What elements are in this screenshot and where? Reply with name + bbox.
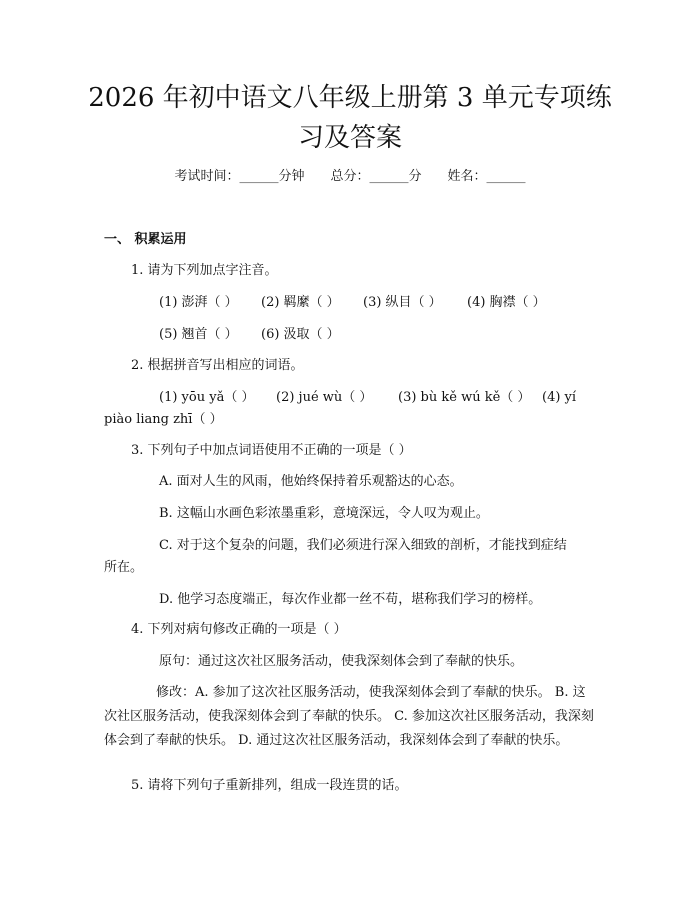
q1-item-6: (6) 汲取（ ） [261, 327, 340, 342]
question-2-stem: 2. 根据拼音写出相应的词语。 [131, 358, 304, 373]
q2-item-4-cont: piào liang zhī（ ） [104, 412, 223, 427]
q4-revision-options [104, 681, 598, 753]
q1-item-2: (2) 羁縻（ ） [261, 295, 340, 310]
exam-meta [0, 168, 700, 186]
question-1-stem: 1. 请为下列加点字注音。 [131, 263, 278, 278]
q2-item-2: (2) jué wù（ ） [276, 390, 373, 405]
q3-option-a: A. 面对人生的风雨，他始终保持着乐观豁达的心态。 [159, 474, 463, 489]
q1-item-1: (1) 澎湃（ ） [159, 295, 238, 310]
title-line-1: 2026 年初中语文八年级上册第 3 单元专项练 [88, 83, 612, 113]
q3-option-c: C. 对于这个复杂的问题，我们必须进行深入细致的剖析，才能找到症结 [159, 538, 567, 553]
document-title [80, 78, 620, 158]
q3-option-d: D. 他学习态度端正，每次作业都一丝不苟，堪称我们学习的榜样。 [159, 592, 542, 607]
q3-option-b: B. 这幅山水画色彩浓墨重彩，意境深远，令人叹为观止。 [159, 506, 489, 521]
q1-item-5: (5) 翘首（ ） [159, 327, 238, 342]
question-4-stem: 4. 下列对病句修改正确的一项是（ ） [131, 622, 347, 637]
exam-score: 总分：______分 [330, 169, 422, 184]
q4-original-sentence: 原句：通过这次社区服务活动，使我深刻体会到了奉献的快乐。 [159, 654, 524, 669]
q1-item-4: (4) 胸襟（ ） [467, 295, 546, 310]
q2-item-3: (3) bù kě wú kě（ ） [398, 390, 531, 405]
student-name: 姓名：______ [447, 169, 526, 184]
q2-item-1: (1) yōu yǎ（ ） [159, 390, 255, 405]
section-heading: 一、 积累运用 [104, 232, 187, 247]
title-line-2: 习及答案 [297, 123, 402, 153]
q1-item-3: (3) 纵目（ ） [363, 295, 442, 310]
exam-time: 考试时间：______分钟 [174, 169, 305, 184]
q3-option-c-cont: 所在。 [104, 560, 144, 575]
question-5-stem: 5. 请将下列句子重新排列，组成一段连贯的话。 [131, 778, 408, 793]
question-3-stem: 3. 下列句子中加点词语使用不正确的一项是（ ） [131, 443, 412, 458]
q4-revision-text: 修改：A. 参加了这次社区服务活动，使我深刻体会到了奉献的快乐。 B. 这次社区服务活动，使我深刻体会到了奉献的快乐。 C. 参加这次社区服务活动，我深刻体会到了奉献的快乐。 D. 通过这次社区服务活动，我深刻体会到了奉献的快乐。 [104, 685, 594, 748]
q2-item-4: (4) yí [542, 390, 577, 405]
